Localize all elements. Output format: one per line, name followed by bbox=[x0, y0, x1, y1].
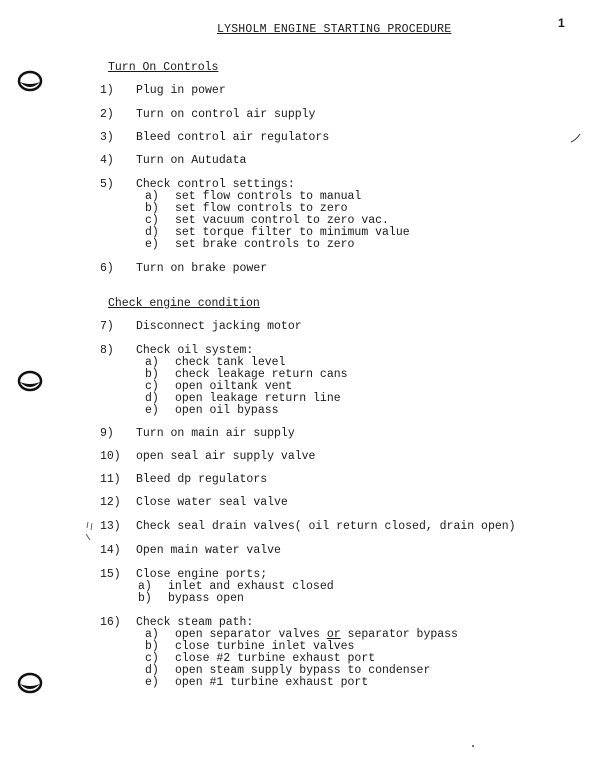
step-6 bbox=[100, 263, 267, 275]
substep-5c: c) set vacuum control to zero vac. bbox=[145, 214, 389, 227]
step-12 bbox=[100, 497, 288, 509]
page-number: 1 bbox=[558, 16, 565, 30]
step-text: Turn on brake power bbox=[136, 262, 268, 275]
step-text: Disconnect jacking motor bbox=[136, 320, 302, 333]
step-number: 15) bbox=[100, 568, 121, 581]
step-number: 16) bbox=[100, 616, 121, 629]
substep-8a: a) check tank level bbox=[145, 356, 286, 369]
step-1 bbox=[100, 85, 226, 97]
substep-8b: b) check leakage return cans bbox=[145, 368, 348, 381]
page-title: LYSHOLM ENGINE STARTING PROCEDURE bbox=[217, 23, 452, 36]
step-number: 11) bbox=[100, 473, 121, 486]
scan-mark-icon bbox=[570, 132, 582, 144]
substep-16d: d) open steam supply bypass to condenser bbox=[145, 664, 431, 677]
step-text: Check control settings: bbox=[136, 178, 295, 191]
substep-15a: a) inlet and exhaust closed bbox=[138, 580, 334, 593]
step-13 bbox=[100, 521, 516, 533]
step-text: Plug in power bbox=[136, 84, 226, 97]
scan-mark-icon bbox=[470, 742, 476, 750]
step-number: 8) bbox=[100, 344, 114, 357]
step-10 bbox=[100, 451, 315, 463]
punch-hole-icon bbox=[17, 70, 43, 92]
step-2 bbox=[100, 109, 315, 121]
step-number: 5) bbox=[100, 178, 114, 191]
step-text: Bleed control air regulators bbox=[136, 131, 330, 144]
step-number: 14) bbox=[100, 544, 121, 557]
substep-5a: a) set flow controls to manual bbox=[145, 190, 362, 203]
step-text: Check steam path: bbox=[136, 616, 254, 629]
step-number: 13) bbox=[100, 520, 121, 533]
step-text: Check oil system: bbox=[136, 344, 254, 357]
substep-5b: b) set flow controls to zero bbox=[145, 202, 348, 215]
step-text: Close water seal valve bbox=[136, 496, 288, 509]
step-text: Bleed dp regulators bbox=[136, 473, 268, 486]
step-text: Check seal drain valves( oil return closed, drain open) bbox=[136, 520, 516, 533]
section-heading-turn-on-controls: Turn On Controls bbox=[108, 61, 219, 74]
step-4 bbox=[100, 155, 246, 167]
substep-16e: e) open #1 turbine exhaust port bbox=[145, 676, 369, 689]
step-number: 10) bbox=[100, 450, 121, 463]
step-14 bbox=[100, 545, 281, 557]
step-3 bbox=[100, 132, 329, 144]
step-text: Close engine ports; bbox=[136, 568, 268, 581]
step-number: 2) bbox=[100, 108, 114, 121]
step-text: Turn on Autudata bbox=[136, 154, 247, 167]
punch-hole-icon bbox=[17, 370, 43, 392]
substep-16a: a) open separator valves or separator bypass bbox=[145, 628, 458, 641]
substep-8e: e) open oil bypass bbox=[145, 404, 279, 417]
step-9 bbox=[100, 428, 295, 440]
step-number: 3) bbox=[100, 131, 114, 144]
step-number: 4) bbox=[100, 154, 114, 167]
step-number: 9) bbox=[100, 427, 114, 440]
step-text: Turn on main air supply bbox=[136, 427, 295, 440]
step-number: 1) bbox=[100, 84, 114, 97]
substep-8d: d) open leakage return line bbox=[145, 392, 341, 405]
substep-15b: b) bypass open bbox=[138, 592, 244, 605]
step-number: 7) bbox=[100, 320, 114, 333]
step-text: Turn on control air supply bbox=[136, 108, 316, 121]
substep-8c: c) open oiltank vent bbox=[145, 380, 293, 393]
step-number: 12) bbox=[100, 496, 121, 509]
substep-16b: b) close turbine inlet valves bbox=[145, 640, 355, 653]
step-text: open seal air supply valve bbox=[136, 450, 316, 463]
step-11 bbox=[100, 474, 267, 486]
substep-5e: e) set brake controls to zero bbox=[145, 238, 355, 251]
step-number: 6) bbox=[100, 262, 114, 275]
step-text: Open main water valve bbox=[136, 544, 281, 557]
substep-5d: d) set torque filter to minimum value bbox=[145, 226, 410, 239]
punch-hole-icon bbox=[17, 672, 43, 694]
scan-mark-icon bbox=[82, 520, 96, 544]
section-heading-check-engine-condition: Check engine condition bbox=[108, 297, 260, 310]
substep-16c: c) close #2 turbine exhaust port bbox=[145, 652, 376, 665]
step-7 bbox=[100, 321, 302, 333]
